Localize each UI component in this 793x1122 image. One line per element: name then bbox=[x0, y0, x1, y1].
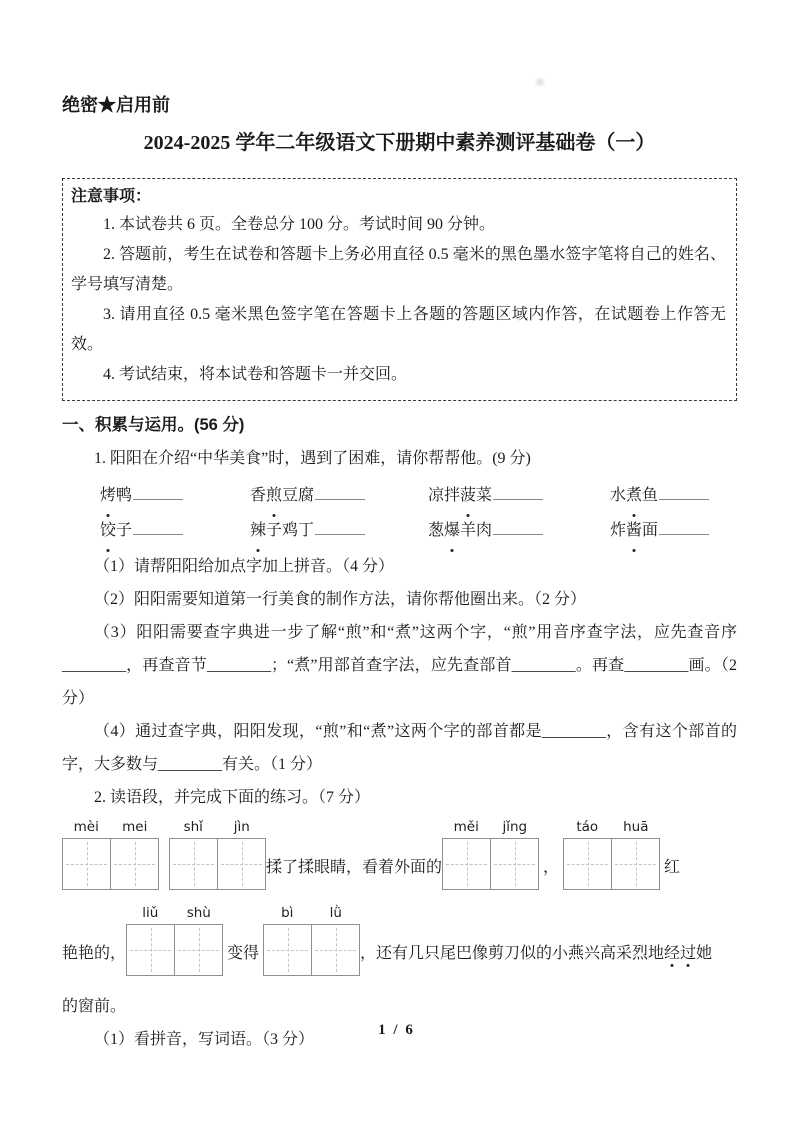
write-in-cells bbox=[263, 924, 360, 976]
page-number: 1 / 6 bbox=[378, 1022, 415, 1038]
pinyin-grid-shijin bbox=[169, 818, 266, 890]
answer-blank bbox=[133, 520, 183, 535]
answer-blank bbox=[493, 520, 543, 535]
passage-text: 艳艳的， bbox=[62, 945, 127, 962]
notice-heading: 注意事项： bbox=[71, 188, 152, 205]
section-heading: 一、积累与运用。(56 分) bbox=[62, 416, 245, 434]
pinyin-grid-taohua bbox=[563, 818, 660, 890]
food-item: 香煎豆腐 bbox=[250, 478, 428, 513]
passage-text: 变得 bbox=[227, 945, 260, 962]
answer-blank bbox=[315, 485, 365, 500]
dotted-word: 经过 bbox=[664, 945, 696, 962]
food-row bbox=[62, 478, 737, 513]
pinyin-grid-bilv bbox=[263, 904, 360, 976]
page-title: 2024-2025 学年二年级语文下册期中素养测评基础卷（一） bbox=[143, 132, 656, 154]
notice-item: 3. 请用直径 0.5 毫米黑色签字笔在答题卡上各题的答题区域内作答，在试题卷上作答无效。 bbox=[71, 306, 726, 353]
write-in-cells bbox=[169, 838, 266, 890]
answer-blank bbox=[493, 485, 543, 500]
pinyin-labels: mèi mei bbox=[73, 819, 148, 835]
pinyin-grid-meijing bbox=[442, 818, 539, 890]
passage bbox=[62, 818, 737, 1023]
scan-artifact bbox=[534, 76, 546, 88]
tianzige-cell bbox=[63, 839, 110, 889]
write-in-cells bbox=[62, 838, 159, 890]
food-row bbox=[62, 513, 737, 548]
question-2-sub-1: （1）看拼音，写词语。（3 分） bbox=[94, 1031, 315, 1048]
answer-blank bbox=[659, 520, 709, 535]
food-item: 凉拌菠菜 bbox=[428, 478, 610, 513]
pinyin-grid-liushu bbox=[126, 904, 223, 976]
answer-blank bbox=[659, 485, 709, 500]
tianzige-cell bbox=[110, 839, 158, 889]
tianzige-cell bbox=[611, 839, 659, 889]
answer-blank bbox=[133, 485, 183, 500]
pinyin-labels: shǐ jìn bbox=[183, 819, 250, 835]
pinyin-labels: táo huā bbox=[576, 819, 649, 835]
tianzige-cell bbox=[564, 839, 611, 889]
tianzige-cell bbox=[311, 925, 359, 975]
question-1-sub-2: （2）阳阳需要知道第一行美食的制作方法，请你帮他圈出来。（2 分） bbox=[94, 591, 587, 608]
question-1-sub-4: （4）通过查字典，阳阳发现，“煎”和“煮”这两个字的部首都是________，含有这个部首的字，大多数与________有关。（1 分） bbox=[62, 723, 737, 773]
tianzige-cell bbox=[490, 839, 538, 889]
write-in-cells bbox=[442, 838, 539, 890]
write-in-cells bbox=[126, 924, 223, 976]
tianzige-cell bbox=[217, 839, 265, 889]
notice-item: 1. 本试卷共 6 页。全卷总分 100 分。考试时间 90 分钟。 bbox=[103, 216, 496, 233]
pinyin-labels: měi jǐng bbox=[453, 819, 528, 835]
passage-line-1 bbox=[62, 818, 737, 890]
passage-text: 红 bbox=[664, 859, 681, 876]
food-item: 饺子 bbox=[100, 513, 250, 548]
food-table bbox=[62, 478, 737, 548]
food-item: 水煮鱼 bbox=[610, 478, 737, 513]
write-in-cells bbox=[563, 838, 660, 890]
question-1-stem: 1. 阳阳在介绍“中华美食”时，遇到了困难，请你帮帮他。(9 分) bbox=[94, 450, 531, 467]
notice-item: 4. 考试结束，将本试卷和答题卡一并交回。 bbox=[103, 366, 408, 383]
question-2-stem: 2. 读语段，并完成下面的练习。（7 分） bbox=[94, 789, 371, 806]
classification-label: 绝密★启用前 bbox=[62, 95, 170, 115]
answer-blank bbox=[315, 520, 365, 535]
passage-text: 揉了揉眼睛，看着外面的 bbox=[266, 859, 443, 876]
food-item: 炸酱面 bbox=[610, 513, 737, 548]
tianzige-cell bbox=[127, 925, 174, 975]
passage-text: ， bbox=[543, 859, 560, 876]
tianzige-cell bbox=[264, 925, 311, 975]
passage-line-2 bbox=[62, 904, 737, 976]
food-item: 烤鸭 bbox=[100, 478, 250, 513]
question-1-sub-1: （1）请帮阳阳给加点字加上拼音。（4 分） bbox=[94, 558, 395, 575]
tianzige-cell bbox=[174, 925, 222, 975]
food-item: 辣子鸡丁 bbox=[250, 513, 428, 548]
passage-text: ，还有几只尾巴像剪刀似的小燕兴高采烈地经过她 bbox=[360, 904, 712, 963]
question-1-sub-3: （3）阳阳需要查字典进一步了解“煎”和“煮”这两个字，“煎”用音序查字法，应先查音序________，再查音节________；“煮”用部首查字法，应先查部首________。再查________画。（2 分） bbox=[62, 624, 737, 707]
tianzige-cell bbox=[443, 839, 490, 889]
notice-item: 2. 答题前，考生在试卷和答题卡上务必用直径 0.5 毫米的黑色墨水签字笔将自己的姓名、学号填写清楚。 bbox=[71, 246, 726, 293]
notice-box bbox=[62, 178, 737, 401]
passage-line-3: 的窗前。 bbox=[62, 998, 127, 1015]
pinyin-labels: liǔ shù bbox=[142, 905, 211, 921]
pinyin-labels: bì lǜ bbox=[281, 905, 342, 921]
food-item: 葱爆羊肉 bbox=[428, 513, 610, 548]
pinyin-grid-meimei bbox=[62, 818, 159, 890]
tianzige-cell bbox=[170, 839, 217, 889]
